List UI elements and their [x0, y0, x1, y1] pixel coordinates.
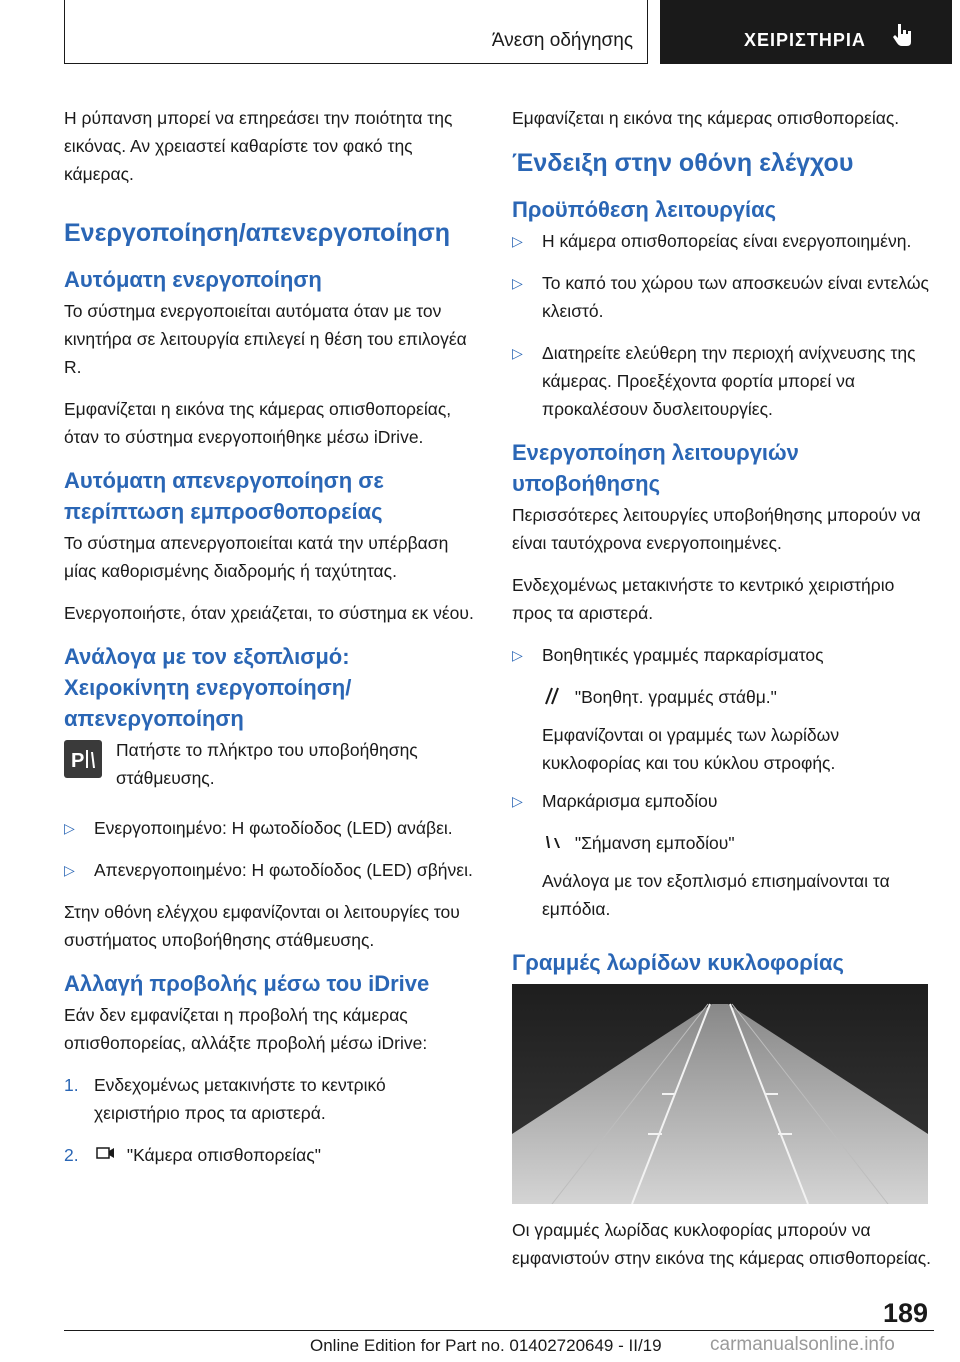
paragraph: Ενεργοποιήστε, όταν χρειάζεται, το σύστημα εκ νέου.	[64, 603, 474, 623]
list-item-text: Η κάμερα οπισθοπορείας είναι ενεργοποιημένη.	[542, 231, 912, 251]
triangle-bullet-icon: ▷	[512, 793, 523, 809]
step-text: "Κάμερα οπισθοπορείας"	[126, 1145, 321, 1165]
subsection-heading: Προϋπόθεση λειτουργίας	[512, 197, 777, 222]
header-section-box	[64, 0, 648, 64]
subsection-heading: Αλλαγή προβολής μέσω του iDrive	[64, 971, 430, 996]
svg-text:P: P	[71, 750, 85, 772]
footer-divider	[64, 1330, 934, 1331]
page-number: 189	[882, 1298, 928, 1328]
subsection-heading: Αυτόματη ενεργοποίηση	[64, 267, 322, 292]
chapter-title: ΧΕΙΡΙΣΤΗΡΙΑ	[744, 30, 866, 50]
list-item	[64, 814, 474, 842]
subsection-heading: Αυτόματη απενεργοποίηση σε περίπτωση εμπροσθοπορείας	[64, 468, 384, 524]
menu-option	[512, 829, 932, 857]
header-chapter-box	[660, 0, 952, 64]
left-column	[64, 104, 474, 1183]
step-number: 1.	[64, 1075, 79, 1095]
list-item-text: Διατηρείτε ελεύθερη την περιοχή ανίχνευσης της κάμερας. Προεξέχοντα φορτία μπορεί να προκαλέσουν δυσλειτουργίες.	[542, 343, 916, 419]
paragraph: Εμφανίζεται η εικόνα της κάμερας οπισθοπορείας, όταν το σύστημα ενεργοποιήθηκε μέσω iDrive.	[64, 399, 452, 447]
menu-option	[512, 683, 932, 711]
subsection-heading: Ανάλογα με τον εξοπλισμό: Χειροκίνητη ενεργοποίηση/απενεργοποίηση	[64, 644, 352, 731]
description: Εμφανίζονται οι γραμμές των λωρίδων κυκλοφορίας και του κύκλου στροφής.	[542, 725, 840, 773]
section-heading: Ένδειξη στην οθόνη ελέγχου	[512, 149, 854, 177]
hand-pointer-icon	[890, 22, 916, 48]
menu-option-text: "Βοηθητ. γραμμές στάθμ."	[574, 687, 777, 707]
paragraph: Περισσότερες λειτουργίες υποβοήθησης μπορούν να είναι ταυτόχρονα ενεργοποιημένες.	[512, 505, 921, 553]
obstacle-marking-icon	[542, 832, 564, 852]
list-item	[512, 339, 932, 423]
paragraph: Το σύστημα απενεργοποιείται κατά την υπέρβαση μίας καθορισμένης διαδρομής ή ταχύτητας.	[64, 533, 449, 581]
triangle-bullet-icon: ▷	[64, 820, 75, 836]
subsection-heading: Ενεργοποίηση λειτουργιών υποβοήθησης	[512, 440, 799, 496]
subsection-heading: Γραμμές λωρίδων κυκλοφορίας	[512, 950, 844, 975]
watermark: carmanualsonline.info	[710, 1334, 895, 1355]
park-assist-key-icon	[64, 740, 102, 778]
paragraph: Στην οθόνη ελέγχου εμφανίζονται οι λειτουργίες του συστήματος υποβοήθησης στάθμευσης.	[64, 902, 460, 950]
list-item-text: Βοηθητικές γραμμές παρκαρίσματος	[542, 645, 824, 665]
paragraph: Το σύστημα ενεργοποιείται αυτόματα όταν με τον κινητήρα σε λειτουργία επιλεγεί η θέση του επιλογέα R.	[64, 301, 467, 377]
menu-option-text: "Σήμανση εμποδίου"	[574, 833, 735, 853]
numbered-step	[64, 1071, 474, 1127]
paragraph: Εάν δεν εμφανίζεται η προβολή της κάμερας οπισθοπορείας, αλλάξτε προβολή μέσω iDrive:	[64, 1005, 428, 1053]
list-item-text: Ενεργοποιημένο: Η φωτοδίοδος (LED) ανάβει.	[94, 818, 453, 838]
list-item-text: Μαρκάρισμα εμποδίου	[542, 791, 718, 811]
list-item-text: Το καπό του χώρου των αποσκευών είναι εντελώς κλειστό.	[542, 273, 929, 321]
triangle-bullet-icon: ▷	[512, 233, 523, 249]
numbered-step	[64, 1141, 474, 1169]
paragraph: Ενδεχομένως μετακινήστε το κεντρικό χειριστήριο προς τα αριστερά.	[512, 575, 895, 623]
list-item-text: Απενεργοποιημένο: Η φωτοδίοδος (LED) σβήνει.	[94, 860, 473, 880]
list-item	[64, 856, 474, 884]
key-instruction	[64, 736, 474, 792]
triangle-bullet-icon: ▷	[512, 647, 523, 663]
step-text: Ενδεχομένως μετακινήστε το κεντρικό χειριστήριο προς τα αριστερά.	[94, 1075, 386, 1123]
list-item	[512, 641, 932, 669]
list-item	[512, 787, 932, 815]
paragraph: Η ρύπανση μπορεί να επηρεάσει την ποιότητα της εικόνας. Αν χρειαστεί καθαρίστε τον φακό της κάμερας.	[64, 108, 453, 184]
triangle-bullet-icon: ▷	[64, 862, 75, 878]
description: Ανάλογα με τον εξοπλισμό επισημαίνονται τα εμπόδια.	[542, 871, 890, 919]
step-number: 2.	[64, 1145, 79, 1165]
section-title: Άνεση οδήγησης	[491, 30, 633, 51]
paragraph: Εμφανίζεται η εικόνα της κάμερας οπισθοπορείας.	[512, 108, 900, 128]
key-text: Πατήστε το πλήκτρο του υποβοήθησης στάθμευσης.	[116, 740, 418, 788]
rear-camera-icon	[94, 1144, 116, 1164]
triangle-bullet-icon: ▷	[512, 275, 523, 291]
section-heading: Ενεργοποίηση/απενεργοποίηση	[64, 219, 451, 247]
lane-lines-image	[512, 984, 928, 1204]
edition-info: Online Edition for Part no. 01402720649 - II/19	[310, 1336, 662, 1355]
list-item	[512, 227, 932, 255]
list-item	[512, 269, 932, 325]
right-column	[512, 104, 932, 1286]
triangle-bullet-icon: ▷	[512, 345, 523, 361]
figure-caption: Οι γραμμές λωρίδας κυκλοφορίας μπορούν να εμφανιστούν στην εικόνα της κάμερας οπισθοπορείας.	[512, 1220, 932, 1268]
parking-lines-icon	[542, 686, 564, 706]
